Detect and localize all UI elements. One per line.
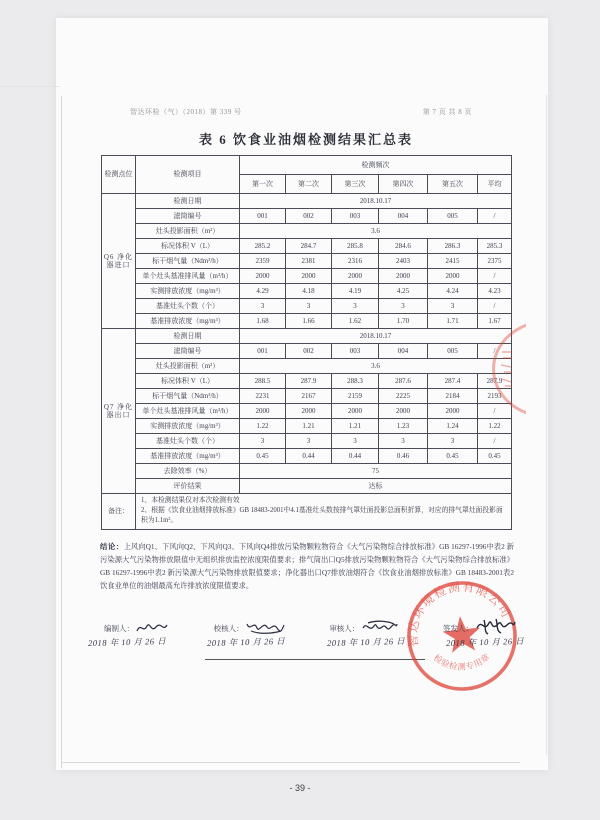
table-cell: 0.44 bbox=[286, 449, 332, 464]
table-cell: 004 bbox=[379, 209, 428, 224]
table-cell: 3 bbox=[428, 299, 478, 314]
results-table bbox=[101, 155, 512, 530]
table-cell: 1.22 bbox=[478, 419, 512, 434]
table-cell: 2018.10.17 bbox=[240, 329, 512, 344]
table-cell: 005 bbox=[428, 209, 478, 224]
table-cell: 2167 bbox=[286, 389, 332, 404]
point-location-cell: Q6 净化器进口 bbox=[102, 194, 136, 329]
col-header-average: 平均 bbox=[478, 175, 512, 194]
table-cell: 1.21 bbox=[332, 419, 379, 434]
signature-date: 2018 年 10 月 26 日 bbox=[326, 635, 405, 649]
table-cell: 002 bbox=[286, 209, 332, 224]
table-cell: 3 bbox=[286, 434, 332, 449]
table-cell: 3 bbox=[240, 434, 286, 449]
table-cell: 4.29 bbox=[240, 284, 286, 299]
table-cell: 2231 bbox=[240, 389, 286, 404]
table-cell: 2000 bbox=[379, 269, 428, 284]
table-cell: 284.6 bbox=[379, 239, 428, 254]
table-cell: 287.4 bbox=[428, 374, 478, 389]
table-cell: 2000 bbox=[428, 269, 478, 284]
table-cell: / bbox=[478, 344, 512, 359]
table-cell: 286.3 bbox=[428, 239, 478, 254]
table-cell: 1.21 bbox=[286, 419, 332, 434]
table-cell: 2000 bbox=[286, 269, 332, 284]
table-cell: 1.71 bbox=[428, 314, 478, 329]
table-cell: 1.22 bbox=[240, 419, 286, 434]
table-cell: 2000 bbox=[240, 404, 286, 419]
table-cell: 标况体积 V（L） bbox=[136, 239, 240, 254]
table-cell: 1.24 bbox=[428, 419, 478, 434]
notes-content bbox=[136, 494, 512, 530]
table-cell: 2159 bbox=[332, 389, 379, 404]
seal-center-label: 检验检测专用章 bbox=[431, 651, 492, 672]
table-cell: 2375 bbox=[478, 254, 512, 269]
results-table-body bbox=[102, 194, 512, 494]
page-title: 表 6 饮食业油烟检测结果汇总表 bbox=[198, 132, 413, 147]
table-cell: 75 bbox=[240, 464, 512, 479]
table-header-row bbox=[102, 156, 512, 175]
table-cell: 4.18 bbox=[286, 284, 332, 299]
page-right-edge bbox=[546, 95, 547, 755]
col-header-frequency: 检测频次 bbox=[240, 156, 512, 175]
table-cell: 3.6 bbox=[240, 224, 512, 239]
seal-company-name: 智达环境检测有限公司 bbox=[405, 579, 514, 648]
table-cell: 2018.10.17 bbox=[240, 194, 512, 209]
signature-block-issued bbox=[443, 616, 516, 634]
table-row bbox=[102, 374, 512, 389]
table-cell: 001 bbox=[240, 209, 286, 224]
table-cell: 2403 bbox=[379, 254, 428, 269]
table-cell: 2000 bbox=[286, 404, 332, 419]
signature-row bbox=[104, 616, 516, 634]
table-cell: 基准灶头个数（个） bbox=[136, 299, 240, 314]
svg-text:检验检测专用章 bbox=[431, 647, 493, 675]
table-cell: 2000 bbox=[332, 404, 379, 419]
table-cell: 基准排放浓度（mg/m³） bbox=[136, 314, 240, 329]
table-cell: 3 bbox=[286, 299, 332, 314]
table-cell: / bbox=[478, 404, 512, 419]
page-count: 第 7 页 共 8 页 bbox=[422, 108, 472, 116]
under-page-bottom-edge bbox=[72, 770, 512, 771]
table-cell: 滤筒编号 bbox=[136, 209, 240, 224]
table-cell: 3 bbox=[379, 434, 428, 449]
table-cell: 3 bbox=[332, 434, 379, 449]
table-cell: 1.23 bbox=[379, 419, 428, 434]
table-cell: 287.6 bbox=[379, 374, 428, 389]
col-header-point: 检测点位 bbox=[102, 156, 136, 194]
col-header-run5: 第五次 bbox=[428, 175, 478, 194]
signature-date: 2018 年 10 月 26 日 bbox=[445, 635, 525, 649]
table-cell: 0.45 bbox=[428, 449, 478, 464]
table-cell: 3 bbox=[379, 299, 428, 314]
signature-date-row bbox=[88, 636, 524, 648]
signature-label: 签发人： bbox=[442, 624, 473, 633]
table-cell: 2359 bbox=[240, 254, 286, 269]
table-cell: 3 bbox=[240, 299, 286, 314]
table-cell: 0.44 bbox=[332, 449, 379, 464]
table-cell: / bbox=[478, 269, 512, 284]
signature-block-prepared bbox=[104, 620, 169, 634]
col-header-run4: 第四次 bbox=[379, 175, 428, 194]
table-row bbox=[102, 254, 512, 269]
handwritten-signature-icon bbox=[474, 616, 516, 636]
handwritten-signature-icon bbox=[360, 618, 398, 636]
table-cell: 287.9 bbox=[286, 374, 332, 389]
notes-label: 备注： bbox=[102, 494, 136, 530]
table-row bbox=[102, 359, 512, 374]
table-cell: 灶头投影面积（m²） bbox=[136, 224, 240, 239]
col-header-item: 检测项目 bbox=[136, 156, 240, 194]
table-row bbox=[102, 314, 512, 329]
table-cell: 实测排放浓度（mg/m³） bbox=[136, 419, 240, 434]
table-cell: 2415 bbox=[428, 254, 478, 269]
table-cell: 1.68 bbox=[240, 314, 286, 329]
table-cell: 2184 bbox=[428, 389, 478, 404]
table-cell: 单个灶头基准排风量（m³/h） bbox=[136, 404, 240, 419]
table-row bbox=[102, 479, 512, 494]
table-cell: 288.5 bbox=[240, 374, 286, 389]
table-row bbox=[102, 224, 512, 239]
note-line: 2、根据《饮食业油烟排放标准》GB 18483-2001中4.1基准灶头数按排气罩灶面投影总面积折算，对应的排气罩灶面投影面积为1.1m²。 bbox=[141, 507, 503, 525]
table-cell: 3.6 bbox=[240, 359, 512, 374]
table-cell: / bbox=[478, 209, 512, 224]
table-cell: 1.70 bbox=[379, 314, 428, 329]
table-cell: 基准灶头个数（个） bbox=[136, 434, 240, 449]
table-cell: 001 bbox=[240, 344, 286, 359]
table-cell: 4.23 bbox=[478, 284, 512, 299]
table-cell: 标干烟气量（Ndm³/h） bbox=[136, 254, 240, 269]
table-cell: 3 bbox=[332, 299, 379, 314]
under-page-top-edge bbox=[0, 86, 60, 87]
table-cell: 287.9 bbox=[478, 374, 512, 389]
seam-stamp-marks bbox=[490, 320, 526, 414]
handwritten-signature-icon bbox=[245, 618, 285, 636]
table-cell: 实测排放浓度（mg/m³） bbox=[136, 284, 240, 299]
table-cell: 2316 bbox=[332, 254, 379, 269]
table-cell: 4.24 bbox=[428, 284, 478, 299]
col-header-run2: 第二次 bbox=[286, 175, 332, 194]
table-row bbox=[102, 434, 512, 449]
table-cell: 285.2 bbox=[240, 239, 286, 254]
handwritten-signature-icon bbox=[135, 620, 169, 636]
under-page-left-edge bbox=[55, 150, 56, 750]
table-row bbox=[102, 449, 512, 464]
signature-label: 校核人： bbox=[213, 624, 244, 633]
table-cell: 0.46 bbox=[379, 449, 428, 464]
table-cell: 1.66 bbox=[286, 314, 332, 329]
table-row bbox=[102, 284, 512, 299]
page-left-edge bbox=[61, 96, 62, 768]
table-cell: 4.19 bbox=[332, 284, 379, 299]
conclusion-label: 结论： bbox=[100, 542, 124, 551]
table-cell: 2000 bbox=[379, 404, 428, 419]
table-cell: 005 bbox=[428, 344, 478, 359]
table-cell: / bbox=[478, 434, 512, 449]
table-cell: 检测日期 bbox=[136, 329, 240, 344]
signature-date: 2018 年 10 月 26 日 bbox=[87, 635, 167, 649]
table-row bbox=[102, 404, 512, 419]
table-cell: 1.67 bbox=[478, 314, 512, 329]
table-cell: 285.8 bbox=[332, 239, 379, 254]
table-row bbox=[102, 269, 512, 284]
point-location-cell: Q7 净化器出口 bbox=[102, 329, 136, 494]
table-row bbox=[102, 209, 512, 224]
table-cell: 0.45 bbox=[240, 449, 286, 464]
signature-label: 审核人： bbox=[329, 624, 360, 633]
table-cell: 评价结果 bbox=[136, 479, 240, 494]
report-number: 智达环检（气）（2018）第 339 号 bbox=[130, 108, 242, 116]
table-cell: 2000 bbox=[332, 269, 379, 284]
table-cell: 2193 bbox=[478, 389, 512, 404]
table-cell: 滤筒编号 bbox=[136, 344, 240, 359]
table-cell: 基准排放浓度（mg/m³） bbox=[136, 449, 240, 464]
table-cell: 002 bbox=[286, 344, 332, 359]
table-cell: 003 bbox=[332, 209, 379, 224]
seam-stamp bbox=[490, 320, 526, 414]
col-header-run1: 第一次 bbox=[240, 175, 286, 194]
table-cell: 0.45 bbox=[478, 449, 512, 464]
conclusion-text: 上风向Q1、下风向Q2、下风向Q3、下风向Q4排放污染物颗粒物符合《大气污染物综合排放标准》GB 16297-1996中表2 新污染源大气污染物排放限值中无组织排放监控浓度限值要求；排气筒出口Q5排放污染物颗粒物符合《大气污染物综合排放标准》GB 16297-1996中表2 新污染源大气污染物排放限值要求；净化器出口Q7排放油烟符合《饮食业油烟排放标准》GB 18483-2001表2 饮食业单位的油烟最高允许排放浓度限值要求。 bbox=[100, 542, 514, 590]
table-row bbox=[102, 329, 512, 344]
table-row bbox=[102, 344, 512, 359]
table-row bbox=[102, 464, 512, 479]
table-cell: 2000 bbox=[428, 404, 478, 419]
table-cell: 4.25 bbox=[379, 284, 428, 299]
table-row bbox=[102, 299, 512, 314]
signature-date: 2018 年 10 月 26 日 bbox=[207, 635, 286, 649]
table-cell: 1.62 bbox=[332, 314, 379, 329]
page-number: - 39 - bbox=[289, 783, 311, 793]
table-row bbox=[102, 419, 512, 434]
table-cell: 灶头投影面积（m²） bbox=[136, 359, 240, 374]
signature-block-reviewed bbox=[329, 618, 398, 634]
table-cell: 285.3 bbox=[478, 239, 512, 254]
table-row bbox=[102, 389, 512, 404]
table-cell: 标干烟气量（Ndm³/h） bbox=[136, 389, 240, 404]
signature-label: 编制人： bbox=[104, 624, 134, 633]
table-cell: 284.7 bbox=[286, 239, 332, 254]
table-cell: 去除效率（%） bbox=[136, 464, 240, 479]
table-cell: 标况体积 V（L） bbox=[136, 374, 240, 389]
table-row bbox=[102, 239, 512, 254]
signature-underline bbox=[205, 659, 425, 660]
col-header-run3: 第三次 bbox=[332, 175, 379, 194]
table-cell: 2381 bbox=[286, 254, 332, 269]
table-cell: 003 bbox=[332, 344, 379, 359]
table-cell: 004 bbox=[379, 344, 428, 359]
table-cell: 3 bbox=[428, 434, 478, 449]
table-cell: 达标 bbox=[240, 479, 512, 494]
table-cell: / bbox=[478, 299, 512, 314]
table-cell: 2225 bbox=[379, 389, 428, 404]
signature-block-checked bbox=[214, 618, 285, 634]
table-cell: 检测日期 bbox=[136, 194, 240, 209]
page-bottom-edge bbox=[62, 762, 520, 763]
note-line: 1、本检测结果仅对本次检测有效 bbox=[141, 497, 240, 504]
notes-row bbox=[102, 494, 512, 530]
table-cell: 单个灶头基准排风量（m³/h） bbox=[136, 269, 240, 284]
table-cell: 288.3 bbox=[332, 374, 379, 389]
table-row bbox=[102, 194, 512, 209]
table-cell: 2000 bbox=[240, 269, 286, 284]
